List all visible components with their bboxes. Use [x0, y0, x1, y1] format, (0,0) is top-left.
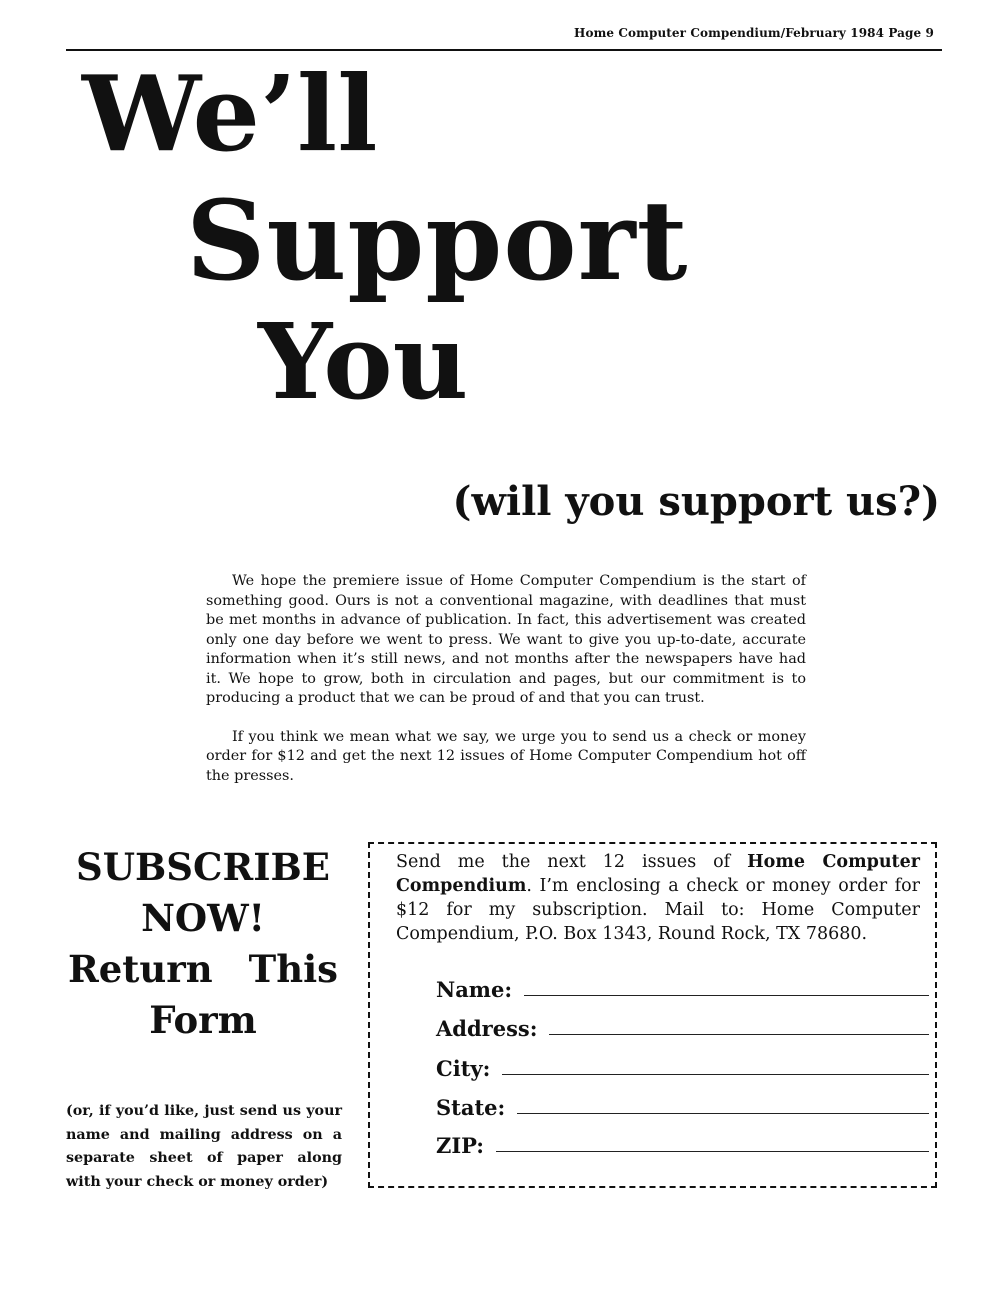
address-field[interactable]	[436, 1011, 929, 1041]
zip-label: ZIP:	[436, 1133, 484, 1158]
header-rule	[66, 49, 942, 51]
article-body	[206, 572, 806, 805]
subscribe-line-3	[62, 944, 344, 995]
coupon-text-end: . I’m enclosing a check or money order for $12 for my subscription. Mail to: Home Computer Compendium, P.O. Box 1343, Round Rock, TX 78680.	[396, 876, 920, 944]
name-blank-line[interactable]	[524, 995, 929, 996]
headline-line-1: We’ll	[82, 52, 378, 175]
city-field[interactable]	[436, 1051, 929, 1081]
address-label: Address:	[436, 1016, 538, 1041]
tagline: (will you support us?)	[452, 478, 940, 525]
zip-field[interactable]	[436, 1128, 929, 1158]
article-paragraph-1: We hope the premiere issue of Home Computer Compendium is the start of something good. Ours is not a conventional magazine, with deadlines that must be met months in advance of publication. In fact, this advertisement was created only one day before we went to press. We want to give you up-to-date, accurate information when it’s still news, and not months after the newspapers have had it. We hope to grow, both in circulation and pages, but our commitment is to producing a product that we can be proud of and that you can trust.	[206, 573, 806, 706]
subscribe-line-2: NOW!	[141, 896, 265, 940]
article-paragraph-2: If you think we mean what we say, we urge you to send us a check or money order for $12 and get the next 12 issues of Home Computer Compendium hot off the presses.	[206, 728, 806, 784]
alternative-note: (or, if you’d like, just send us your name and mailing address on a separate sheet of paper along with your check or money order)	[66, 1103, 342, 1190]
coupon-text-start: Send me the next 12 issues of	[396, 852, 748, 872]
state-blank-line[interactable]	[517, 1113, 929, 1114]
state-field[interactable]	[436, 1090, 929, 1120]
address-blank-line[interactable]	[549, 1034, 929, 1035]
coupon-instructions	[396, 850, 920, 946]
coupon-magazine-name: Home Computer Compendium	[396, 852, 920, 896]
subscribe-word-this: This	[248, 947, 338, 991]
state-label: State:	[436, 1095, 506, 1120]
subscribe-line-4: Form	[149, 998, 257, 1042]
subscribe-line-1: SUBSCRIBE	[76, 845, 330, 889]
zip-blank-line[interactable]	[496, 1151, 929, 1152]
running-head: Home Computer Compendium/February 1984 Page 9	[574, 26, 934, 40]
subscribe-word-return: Return	[68, 947, 213, 991]
city-blank-line[interactable]	[502, 1074, 929, 1075]
subscription-coupon	[368, 842, 937, 1188]
name-field[interactable]	[436, 972, 929, 1002]
city-label: City:	[436, 1056, 491, 1081]
name-label: Name:	[436, 977, 513, 1002]
subscribe-callout	[62, 842, 344, 1046]
headline-line-2: Support	[186, 176, 689, 305]
headline-line-3: You	[258, 300, 469, 423]
